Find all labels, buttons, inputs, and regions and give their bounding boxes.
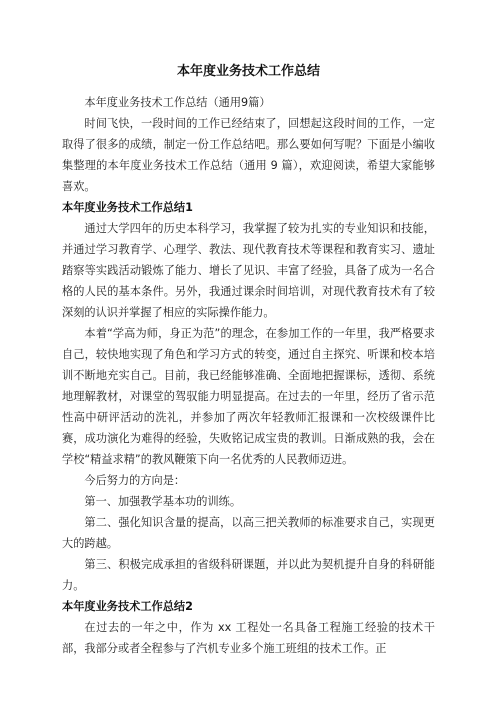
section-2-heading: 本年度业务技术工作总结2 xyxy=(62,600,193,613)
section-1-paragraph: 第三、积极完成承担的省级科研课题，并以此为契机提升自身的科研能力。 xyxy=(62,558,435,592)
section-1-paragraph: 第一、加强教学基本功的训练。 xyxy=(84,495,242,508)
intro-paragraph: 时间飞快，一段时间的工作已经结束了，回想起这段时间的工作，一定取得了很多的成绩，制定一份工作总结吧。那么要如何写呢？下面是小编收集整理的本年度业务技术工作总结（通用 9 篇），欢迎阅读，希望大家能够喜欢。 xyxy=(62,117,435,193)
section-1-heading: 本年度业务技术工作总结1 xyxy=(62,201,193,214)
section-1-paragraph: 通过大学四年的历史本科学习，我掌握了较为扎实的专业知识和技能，并通过学习教育学、心理学、教法、现代教育技术等课程和教育实习、遗址踏察等实践活动锻炼了能力、增长了见识、丰富了经验，具备了成为一名合格的人民的基本条件。另外，我通过课余时间培训，对现代教育技术有了较深刻的认识并掌握了相应的实际操作能力。 xyxy=(62,222,435,319)
section-1-paragraph: 第二、强化知识含量的提高，以高三把关教师的标准要求自己，实现更大的跨越。 xyxy=(62,516,435,550)
section-2-paragraph: 在过去的一年之中，作为 xx 工程处一名具备工程施工经验的技术干部，我部分或者全程参与了汽机专业多个施工班组的技术工作。正 xyxy=(62,621,435,655)
section-1-paragraph: 今后努力的方向是： xyxy=(84,474,186,487)
section-1-paragraph: 本着“学高为师，身正为范”的理念，在参加工作的一年里，我严格要求自己，较快地实现了角色和学习方式的转变，通过自主探究、听课和校本培训不断地充实自己。目前，我已经能够准确、全面地把握课标，透彻、系统地理解教材，对课堂的驾驭能力明显提高。在过去的一年里，经历了省示范性高中研评活动的洗礼，并参加了两次年轻教师汇报课和一次校级课件比赛，成功演化为难得的经验，失败铭记成宝贵的教训。日渐成熟的我，会在学校“精益求精”的教风鞭策下向一名优秀的人民教师迈进。 xyxy=(62,327,435,466)
document-subtitle: 本年度业务技术工作总结（通用9篇） xyxy=(84,96,271,109)
document-title: 本年度业务技术工作总结 xyxy=(176,64,320,79)
document-body xyxy=(62,62,435,659)
